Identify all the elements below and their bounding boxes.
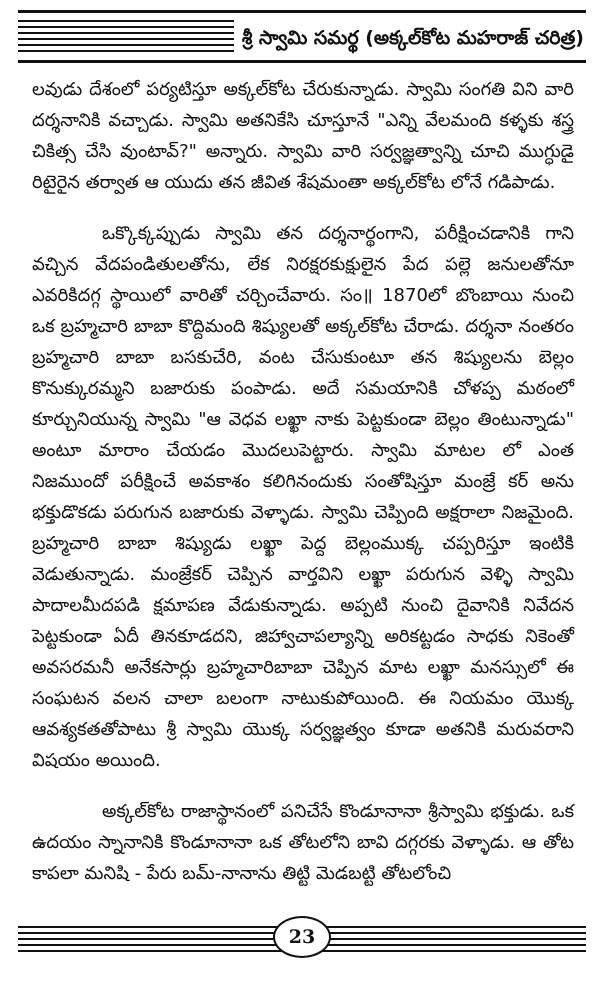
header-bottom-rule (18, 60, 586, 63)
header-top-rule (18, 10, 586, 13)
paragraph-1: లవుడు దేశంలో పర్యటిస్తూ అక్కల్‌కోట చేరుకున్నాడు. స్వామి సంగతి విని వారి దర్శనానికి వచ్చాడు. స్వామి అతనికేసి చూస్తూనే "ఎన్ని వేలమంది కళ్ళకు శస్త్ర చికిత్స చేసి వుంటావ్?" అన్నారు. స్వామి వారి సర్వజ్ఞత్వాన్ని చూచి ముగ్ధుడై రిటైరైన తర్వాత ఆ యుదు తన జీవిత శేషమంతా అక్కల్‌కోట లోనే గడిపాడు. (32, 79, 574, 193)
running-header-title: శ్రీ స్వామి సమర్థ (అక్కల్‌కోట మహరాజ్ చరిత్ర) (234, 20, 584, 56)
page-number: 23 (273, 916, 331, 958)
page-footer (18, 922, 586, 962)
paragraph-2: ఒక్కొక్కప్పుడు స్వామి తన దర్శనార్థంగాని, పరీక్షించడానికి గాని వచ్చిన వేదపండితులతోను, లేక నిరక్షరకుక్షులైన పేద పల్లె జనులతోనూ ఎవరికిదగ్గ స్థాయిలో వారితో చర్చించేవారు. సం॥ 1870లో బొంబాయి నుంచి ఒక బ్రహ్మచారి బాబా కొద్దిమంది శిష్యులతో అక్కల్‌కోట చేరాడు. దర్శనా నంతరం బ్రహ్మచారి బాబా బసకుచేరి, వంట చేసుకుంటూ తన శిష్యులను బెల్లం కొనుక్కురమ్మని బజారుకు పంపాడు. అదే సమయానికి చోళప్ప మఠంలో కూర్చునియున్న స్వామి "ఆ వెధవ లఖ్ఖా నాకు పెట్టకుండా బెల్లం తింటున్నాడు" అంటూ మారాం చేయడం మొదలుపెట్టారు. స్వామి మాటల లో ఎంత నిజముందో పరీక్షించే అవకాశం కలిగినందుకు సంతోషిస్తూ మంజ్రే కర్ అను భక్తుడొకడు పరుగున బజారుకు వెళ్ళాడు. స్వామి చెప్పింది అక్షరాలా నిజమైంది. బ్రహ్మచారి బాబా శిష్యుడు లఖ్ఖా పెద్ద బెల్లంముక్క చప్పరిస్తూ ఇంటికి వెడుతున్నాడు. మంజ్రేకర్ చెప్పిన వార్తవిని లఖ్ఖా పరుగున వెళ్ళి స్వామి పాదాలమీదపడి క్షమాపణ వేడుకున్నాడు. అప్పటి నుంచి దైవానికి నివేదన పెట్టకుండా ఏదీ తినకూడదని, జిహ్వాచాపల్యాన్ని అరికట్టడం సాధకు నికెంతో అవసరమనీ అనేకసార్లు బ్రహ్మచారిబాబా చెప్పిన మాట లఖ్ఖా మనస్సులో ఈ సంఘటన వలన చాలా బలంగా నాటుకుపోయింది. ఈ నియమం యొక్క ఆవశ్యకతతోపాటు శ్రీ స్వామి యొక్క సర్వజ్ఞత్వం కూడా అతనికి మరువరాని విషయం అయింది. (32, 223, 574, 771)
header-ornament-lines (18, 20, 268, 56)
body-text (32, 74, 574, 909)
paragraph-3: అక్కల్‌కోట రాజాస్థానంలో పనిచేసే కొండూనానా శ్రీస్వామి భక్తుడు. ఒక ఉదయం స్నానానికి కొండూనానా ఒక తోటలోని బావి దగ్గరకు వెళ్ళాడు. ఆ తోట కాపలా మనిషి - పేరు బమ్-నానాను తిట్టి మెడబట్టి తోటలోంచి (32, 801, 574, 884)
